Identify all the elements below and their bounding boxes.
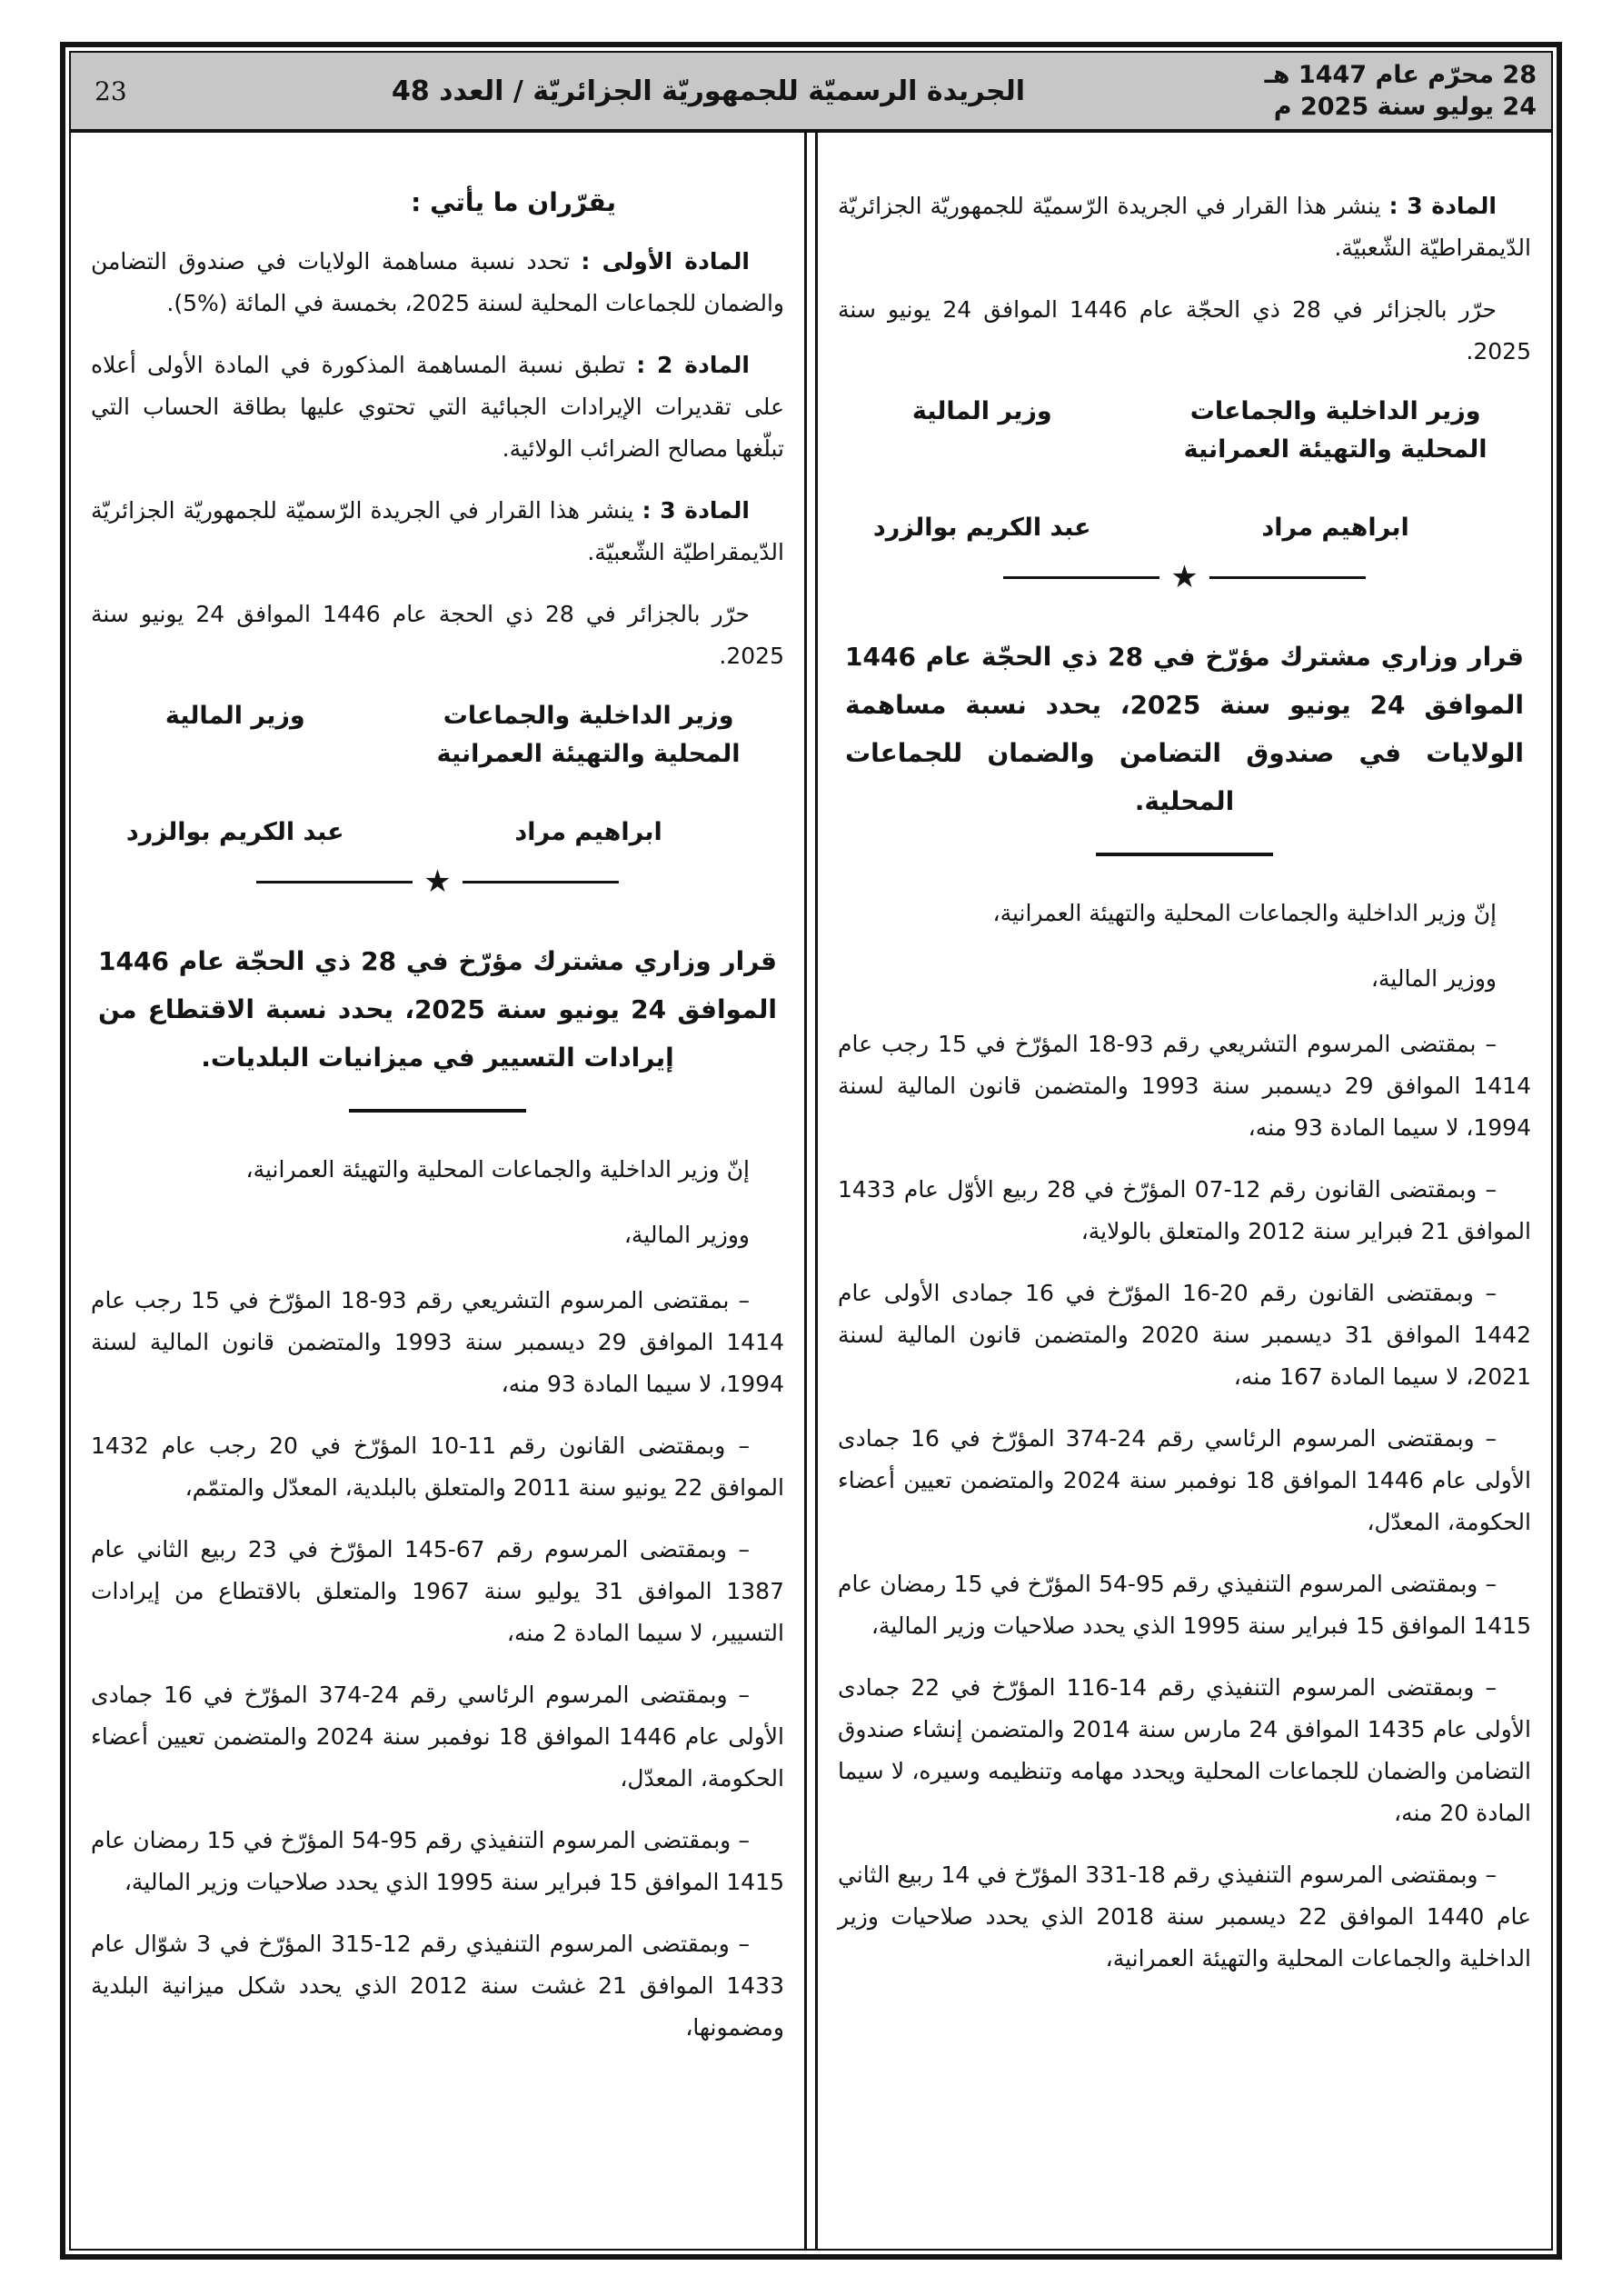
article-label: المادة 3 : xyxy=(642,497,751,524)
star-icon: ★ xyxy=(1170,559,1199,595)
gazette-title: الجريدة الرسميّة للجمهوريّة الجزائريّة / العدد 48 xyxy=(391,75,1026,107)
minister-interior-name: ابراهيم مراد xyxy=(1261,514,1409,542)
minister-interior-title: وزير الداخلية والجماعات المحلية والتهيئة العمرانية xyxy=(436,702,741,768)
article-paragraph xyxy=(91,241,784,324)
section-divider xyxy=(349,1109,526,1113)
date-gregorian: 24 يوليو سنة 2025 م xyxy=(1273,93,1537,121)
star-icon: ★ xyxy=(423,863,452,900)
signature-block xyxy=(841,393,1527,547)
preamble-line: ووزير المالية، xyxy=(1370,965,1497,992)
issued-line: حرّر بالجزائر في 28 ذي الحجّة عام 1446 الموافق 24 يونيو سنة 2025. xyxy=(838,296,1531,364)
page-header xyxy=(71,53,1551,133)
article-text: ينشر هذا القرار في الجريدة الرّسميّة للجمهوريّة الجزائريّة الدّيمقراطيّة الشّعبيّة. xyxy=(91,497,784,565)
issued-line: حرّر بالجزائر في 28 ذي الحجة عام 1446 الموافق 24 يونيو سنة 2025. xyxy=(91,601,784,669)
signature-block xyxy=(95,697,781,852)
minister-interior xyxy=(396,697,781,852)
minister-finance-name: عبد الكريم بوالزرد xyxy=(125,818,344,846)
article-label: المادة الأولى : xyxy=(581,248,750,275)
divider-line xyxy=(1209,576,1366,579)
page-inner-frame xyxy=(69,51,1553,2251)
header-dates xyxy=(1228,59,1551,123)
article-text: تحدد نسبة مساهمة الولايات في صندوق التضامن والضمان للجماعات المحلية لسنة 2025، بخمسة في المائة (%5). xyxy=(91,248,784,316)
minister-finance-title: وزير المالية xyxy=(911,397,1052,425)
section-divider xyxy=(1096,853,1273,856)
date-hijri: 28 محرّم عام 1447 هـ xyxy=(1264,61,1537,89)
article-text: تطبق نسبة المساهمة المذكورة في المادة الأولى أعلاه على تقديرات الإيرادات الجبائية التي تحتوي عليها بطاقة الحساب التي تبلّغها مصالح الضرائب الولائية. xyxy=(91,352,784,462)
visa-paragraph: – وبمقتضى المرسوم التنفيذي رقم 14-116 المؤرّخ في 22 جمادى الأولى عام 1435 الموافق 24 مارس سنة 2014 والمتضمن إنشاء صندوق التضامن والضمان للجماعات المحلية ويحدد مهامه وتنظيمه وسيره، لا سيما المادة 20 منه، xyxy=(838,1674,1531,1826)
column-right xyxy=(818,133,1551,2249)
article-label: المادة 2 : xyxy=(636,352,750,378)
visa-paragraph: – وبمقتضى المرسوم التنفيذي رقم 95-54 المؤرّخ في 15 رمضان عام 1415 الموافق 15 فبراير سنة 1995 الذي يحدد صلاحيات وزير المالية، xyxy=(91,1827,784,1895)
star-divider xyxy=(91,863,784,900)
visa-paragraph: – بمقتضى المرسوم التشريعي رقم 93-18 المؤرّخ في 15 رجب عام 1414 الموافق 29 ديسمبر سنة 1993 والمتضمن قانون المالية لسنة 1994، لا سيما المادة 93 منه، xyxy=(838,1031,1531,1141)
divider-line xyxy=(1003,576,1159,579)
content-columns xyxy=(71,133,1551,2249)
visa-paragraph: – وبمقتضى المرسوم الرئاسي رقم 24-374 المؤرّخ في 16 جمادى الأولى عام 1446 الموافق 18 نوفمبر سنة 2024 والمتضمن تعيين أعضاء الحكومة، المعدّل، xyxy=(838,1425,1531,1535)
visa-paragraph: – وبمقتضى القانون رقم 11-10 المؤرّخ في 20 رجب عام 1432 الموافق 22 يونيو سنة 2011 والمتعلق بالبلدية، المعدّل والمتمّم، xyxy=(91,1433,784,1501)
minister-finance-title: وزير المالية xyxy=(164,702,305,730)
article-paragraph xyxy=(91,490,784,574)
preamble-line: إنّ وزير الداخلية والجماعات المحلية والتهيئة العمرانية، xyxy=(245,1156,750,1183)
visa-paragraph: – وبمقتضى المرسوم رقم 67-145 المؤرّخ في 23 ربيع الثاني عام 1387 الموافق 31 يوليو سنة 1967 والمتعلق بالاقتطاع من إيرادات التسيير، لا سيما المادة 2 منه، xyxy=(91,1536,784,1646)
divider-line xyxy=(463,881,619,883)
visa-paragraph: – وبمقتضى القانون رقم 20-16 المؤرّخ في 16 جمادى الأولى عام 1442 الموافق 31 ديسمبر سنة 2020 والمتضمن قانون المالية لسنة 2021، لا سيما المادة 167 منه، xyxy=(838,1280,1531,1390)
page-number: 23 xyxy=(95,75,127,106)
page-frame xyxy=(60,42,1562,2260)
star-divider xyxy=(838,559,1531,595)
column-separator xyxy=(804,133,818,2249)
minister-finance xyxy=(841,393,1123,547)
visa-paragraph: – وبمقتضى المرسوم التنفيذي رقم 18-331 المؤرّخ في 14 ربيع الثاني عام 1440 الموافق 22 ديسمبر سنة 2018 الذي يحدد صلاحيات وزير الداخلية والجماعات المحلية والتهيئة العمرانية، xyxy=(838,1862,1531,1972)
minister-interior xyxy=(1143,393,1527,547)
divider-line xyxy=(256,881,413,883)
column-left xyxy=(71,133,804,2249)
visa-paragraph: – وبمقتضى القانون رقم 12-07 المؤرّخ في 28 ربيع الأوّل عام 1433 الموافق 21 فبراير سنة 2012 والمتعلق بالولاية، xyxy=(838,1176,1531,1244)
decree-title: قرار وزاري مشترك مؤرّخ في 28 ذي الحجّة عام 1446 الموافق 24 يونيو سنة 2025، يحدد نسبة مساهمة الولايات في صندوق التضامن والضمان للجماعات المحلية. xyxy=(845,642,1524,816)
minister-interior-title: وزير الداخلية والجماعات المحلية والتهيئة العمرانية xyxy=(1183,397,1488,464)
visa-paragraph: – وبمقتضى المرسوم الرئاسي رقم 24-374 المؤرّخ في 16 جمادى الأولى عام 1446 الموافق 18 نوفمبر سنة 2024 والمتضمن تعيين أعضاء الحكومة، المعدّل، xyxy=(91,1682,784,1792)
visa-paragraph: – وبمقتضى المرسوم التنفيذي رقم 12-315 المؤرّخ في 3 شوّال عام 1433 الموافق 21 غشت سنة 2012 الذي يحدد شكل ميزانية البلدية ومضمونها، xyxy=(91,1931,784,2041)
decree-title: قرار وزاري مشترك مؤرّخ في 28 ذي الحجّة عام 1446 الموافق 24 يونيو سنة 2025، يحدد نسبة الاقتطاع من إيرادات التسيير في ميزانيات البلديات. xyxy=(98,946,777,1073)
visa-paragraph: – وبمقتضى المرسوم التنفيذي رقم 95-54 المؤرّخ في 15 رمضان عام 1415 الموافق 15 فبراير سنة 1995 الذي يحدد صلاحيات وزير المالية، xyxy=(838,1571,1531,1639)
article-paragraph xyxy=(838,185,1531,269)
minister-finance-name: عبد الكريم بوالزرد xyxy=(872,514,1091,542)
article-label: المادة 3 : xyxy=(1388,193,1498,219)
minister-interior-name: ابراهيم مراد xyxy=(514,818,662,846)
preamble-line: إنّ وزير الداخلية والجماعات المحلية والتهيئة العمرانية، xyxy=(992,900,1497,926)
decide-heading: يقرّران ما يأتي : xyxy=(411,187,616,217)
minister-finance xyxy=(95,697,376,852)
visa-paragraph: – بمقتضى المرسوم التشريعي رقم 93-18 المؤرّخ في 15 رجب عام 1414 الموافق 29 ديسمبر سنة 1993 والمتضمن قانون المالية لسنة 1994، لا سيما المادة 93 منه، xyxy=(91,1287,784,1397)
article-text: ينشر هذا القرار في الجريدة الرّسميّة للجمهوريّة الجزائريّة الدّيمقراطيّة الشّعبيّة. xyxy=(838,193,1531,261)
preamble-line: ووزير المالية، xyxy=(623,1222,750,1248)
article-paragraph xyxy=(91,344,784,470)
